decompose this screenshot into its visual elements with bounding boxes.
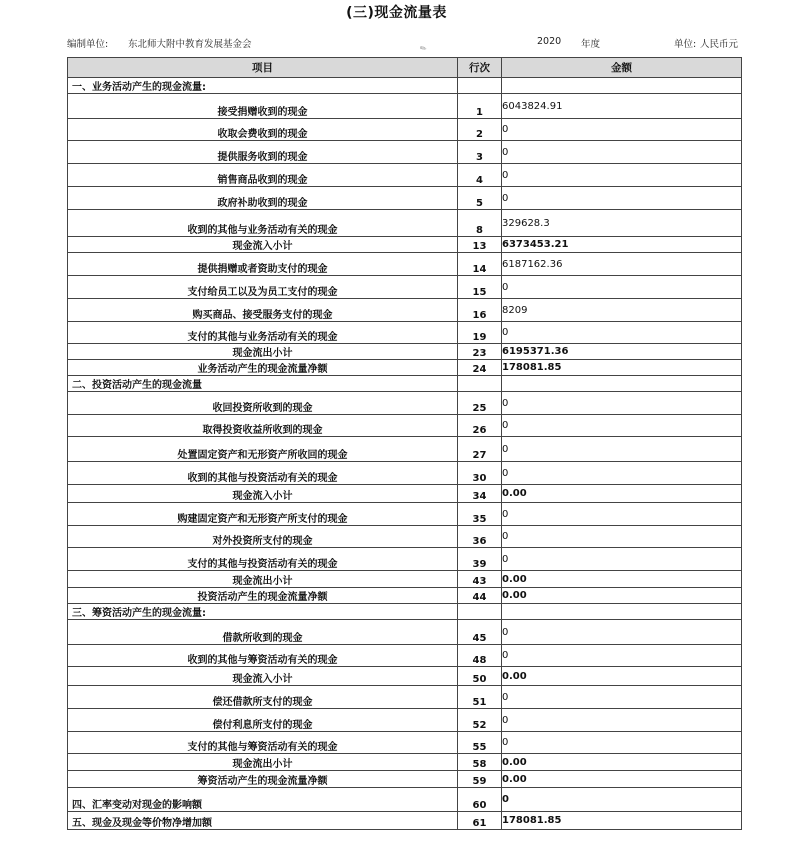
table-row <box>68 344 742 360</box>
row-item-label: 购买商品、接受服务支付的现金 <box>68 299 458 322</box>
row-amount: 6373453.21 <box>502 237 742 253</box>
row-amount <box>502 376 742 392</box>
row-amount: 0 <box>502 462 742 485</box>
row-item-label: 借款所收到的现金 <box>68 620 458 645</box>
table-row <box>68 276 742 299</box>
row-amount: 329628.3 <box>502 210 742 237</box>
row-item-label: 支付的其他与投资活动有关的现金 <box>68 548 458 571</box>
row-line-number: 51 <box>458 686 502 709</box>
row-line-number: 45 <box>458 620 502 645</box>
row-amount: 8209 <box>502 299 742 322</box>
row-line-number: 27 <box>458 437 502 462</box>
section-heading: 三、筹资活动产生的现金流量: <box>68 604 458 620</box>
row-line-number: 60 <box>458 788 502 812</box>
row-item-label: 收回投资所收到的现金 <box>68 392 458 415</box>
org-name: 东北师大附中教育发展基金会 <box>128 39 252 50</box>
table-row <box>68 299 742 322</box>
table-row <box>68 322 742 344</box>
row-amount: 0 <box>502 526 742 548</box>
row-amount: 0.00 <box>502 771 742 788</box>
row-line-number: 14 <box>458 253 502 276</box>
row-item-label: 处置固定资产和无形资产所收回的现金 <box>68 437 458 462</box>
row-amount: 0 <box>502 645 742 667</box>
row-amount: 0 <box>502 788 742 812</box>
table-row <box>68 732 742 754</box>
row-line-number: 5 <box>458 187 502 210</box>
column-header-amount: 金额 <box>502 58 742 78</box>
row-amount <box>502 604 742 620</box>
row-line-number: 25 <box>458 392 502 415</box>
table-row <box>68 94 742 119</box>
row-item-label: 筹资活动产生的现金流量净额 <box>68 771 458 788</box>
row-item-label: 收到的其他与投资活动有关的现金 <box>68 462 458 485</box>
row-amount <box>502 78 742 94</box>
row-item-label: 偿付利息所支付的现金 <box>68 709 458 732</box>
row-line-number <box>458 376 502 392</box>
row-amount: 0 <box>502 187 742 210</box>
table-row <box>68 437 742 462</box>
row-amount: 0 <box>502 322 742 344</box>
row-line-number: 23 <box>458 344 502 360</box>
row-line-number <box>458 78 502 94</box>
row-amount: 0 <box>502 392 742 415</box>
year-value: 2020 <box>537 36 562 47</box>
table-row <box>68 754 742 771</box>
row-amount: 0 <box>502 141 742 164</box>
table-row <box>68 141 742 164</box>
row-amount: 0 <box>502 548 742 571</box>
row-line-number: 16 <box>458 299 502 322</box>
row-item-label: 购建固定资产和无形资产所支付的现金 <box>68 503 458 526</box>
column-header-line: 行次 <box>458 58 502 78</box>
table-row <box>68 360 742 376</box>
row-amount: 0.00 <box>502 571 742 588</box>
row-line-number: 34 <box>458 485 502 503</box>
row-amount: 6043824.91 <box>502 94 742 119</box>
row-item-label: 支付给员工以及为员工支付的现金 <box>68 276 458 299</box>
table-row <box>68 78 742 94</box>
table-row <box>68 526 742 548</box>
row-line-number: 50 <box>458 667 502 686</box>
row-line-number: 55 <box>458 732 502 754</box>
row-line-number: 13 <box>458 237 502 253</box>
row-item-label: 现金流出小计 <box>68 344 458 360</box>
table-row <box>68 571 742 588</box>
row-line-number: 59 <box>458 771 502 788</box>
row-line-number: 48 <box>458 645 502 667</box>
row-amount: 0 <box>502 415 742 437</box>
table-row <box>68 604 742 620</box>
table-row <box>68 771 742 788</box>
row-item-label: 接受捐赠收到的现金 <box>68 94 458 119</box>
section-heading: 五、现金及现金等价物净增加额 <box>68 812 458 830</box>
row-item-label: 偿还借款所支付的现金 <box>68 686 458 709</box>
row-item-label: 现金流出小计 <box>68 754 458 771</box>
row-amount: 6187162.36 <box>502 253 742 276</box>
row-line-number: 35 <box>458 503 502 526</box>
row-line-number: 61 <box>458 812 502 830</box>
table-row <box>68 415 742 437</box>
row-item-label: 支付的其他与业务活动有关的现金 <box>68 322 458 344</box>
table-row <box>68 709 742 732</box>
row-item-label: 对外投资所支付的现金 <box>68 526 458 548</box>
row-line-number: 1 <box>458 94 502 119</box>
table-body <box>68 78 742 830</box>
table-row <box>68 392 742 415</box>
table-row <box>68 119 742 141</box>
table-row <box>68 187 742 210</box>
row-item-label: 现金流入小计 <box>68 485 458 503</box>
row-item-label: 提供捐赠或者资助支付的现金 <box>68 253 458 276</box>
row-amount: 0 <box>502 686 742 709</box>
table-header-row <box>68 58 742 78</box>
row-amount: 0 <box>502 709 742 732</box>
row-amount: 6195371.36 <box>502 344 742 360</box>
row-item-label: 政府补助收到的现金 <box>68 187 458 210</box>
year-label: 年度 <box>581 39 601 50</box>
table-row <box>68 376 742 392</box>
row-item-label: 现金流入小计 <box>68 667 458 686</box>
row-line-number: 30 <box>458 462 502 485</box>
row-amount: 0.00 <box>502 588 742 604</box>
table-row <box>68 253 742 276</box>
row-line-number: 58 <box>458 754 502 771</box>
row-item-label: 收到的其他与筹资活动有关的现金 <box>68 645 458 667</box>
row-amount: 0 <box>502 732 742 754</box>
org-label: 编制单位: <box>67 39 109 50</box>
section-heading: 四、汇率变动对现金的影响额 <box>68 788 458 812</box>
row-amount: 0 <box>502 276 742 299</box>
row-amount: 178081.85 <box>502 812 742 830</box>
table-row <box>68 210 742 237</box>
table-row <box>68 620 742 645</box>
row-item-label: 投资活动产生的现金流量净额 <box>68 588 458 604</box>
column-header-item: 项目 <box>68 58 458 78</box>
table-row <box>68 645 742 667</box>
row-item-label: 现金流出小计 <box>68 571 458 588</box>
section-heading: 二、投资活动产生的现金流量 <box>68 376 458 392</box>
row-amount: 178081.85 <box>502 360 742 376</box>
row-line-number: 39 <box>458 548 502 571</box>
table-row <box>68 686 742 709</box>
row-item-label: 销售商品收到的现金 <box>68 164 458 187</box>
row-line-number: 43 <box>458 571 502 588</box>
row-line-number: 44 <box>458 588 502 604</box>
table-row <box>68 588 742 604</box>
row-item-label: 收到的其他与业务活动有关的现金 <box>68 210 458 237</box>
row-line-number: 19 <box>458 322 502 344</box>
row-line-number: 24 <box>458 360 502 376</box>
unit-label: 单位: <box>674 39 697 50</box>
table-row <box>68 462 742 485</box>
row-amount: 0.00 <box>502 667 742 686</box>
table-row <box>68 812 742 830</box>
row-line-number: 15 <box>458 276 502 299</box>
row-line-number: 8 <box>458 210 502 237</box>
row-line-number: 26 <box>458 415 502 437</box>
table-row <box>68 788 742 812</box>
row-amount: 0.00 <box>502 754 742 771</box>
row-item-label: 业务活动产生的现金流量净额 <box>68 360 458 376</box>
table-row <box>68 548 742 571</box>
row-amount: 0 <box>502 164 742 187</box>
row-amount: 0.00 <box>502 485 742 503</box>
row-line-number: 2 <box>458 119 502 141</box>
row-amount: 0 <box>502 503 742 526</box>
row-line-number: 52 <box>458 709 502 732</box>
row-line-number: 4 <box>458 164 502 187</box>
table-row <box>68 667 742 686</box>
section-heading: 一、业务活动产生的现金流量: <box>68 78 458 94</box>
row-item-label: 收取会费收到的现金 <box>68 119 458 141</box>
row-item-label: 取得投资收益所收到的现金 <box>68 415 458 437</box>
row-item-label: 提供服务收到的现金 <box>68 141 458 164</box>
row-line-number: 36 <box>458 526 502 548</box>
unit-value: 人民币元 <box>700 39 739 50</box>
report-title: (三)现金流量表 <box>346 5 447 21</box>
row-amount: 0 <box>502 437 742 462</box>
row-item-label: 现金流入小计 <box>68 237 458 253</box>
row-amount: 0 <box>502 119 742 141</box>
table-row <box>68 164 742 187</box>
row-line-number: 3 <box>458 141 502 164</box>
pen-mark-icon: ✎ <box>418 42 429 55</box>
table-row <box>68 503 742 526</box>
row-item-label: 支付的其他与筹资活动有关的现金 <box>68 732 458 754</box>
table-row <box>68 485 742 503</box>
table-row <box>68 237 742 253</box>
cash-flow-table <box>67 57 742 830</box>
row-line-number <box>458 604 502 620</box>
row-amount: 0 <box>502 620 742 645</box>
